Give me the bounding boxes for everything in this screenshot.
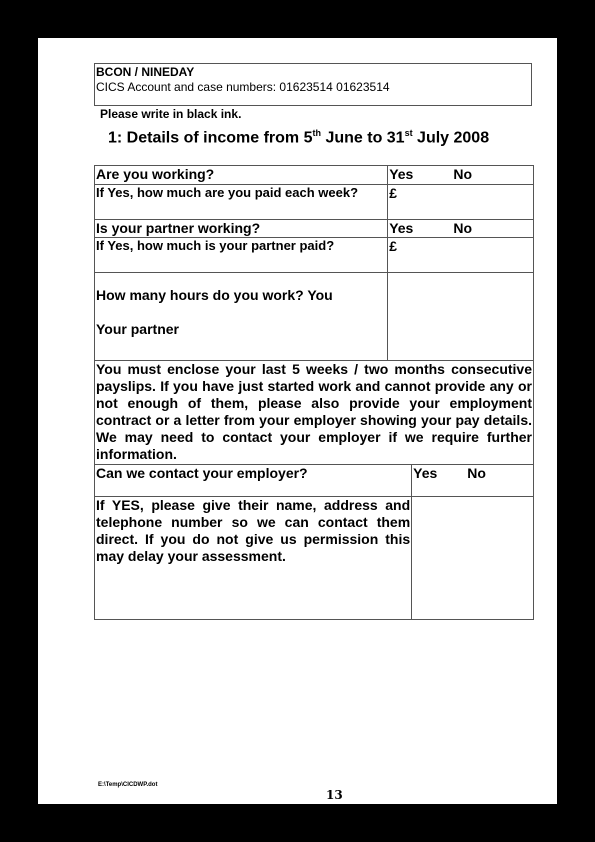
hours-you-label: How many hours do you work? You: [96, 287, 333, 303]
table-row: [95, 166, 534, 185]
pound-sign: £: [389, 238, 397, 254]
account-numbers: CICS Account and case numbers: 01623514 01623514: [96, 80, 390, 94]
contact-answer-cell[interactable]: [412, 465, 534, 497]
document-page: [38, 38, 557, 804]
income-table: [94, 165, 534, 465]
hours-partner-label: Your partner: [96, 321, 179, 337]
yes-option[interactable]: Yes: [413, 465, 438, 481]
table-row: [95, 273, 534, 361]
yes-option[interactable]: Yes: [389, 166, 414, 182]
employer-table: [94, 464, 534, 620]
working-question: Are you working?: [95, 166, 388, 185]
employer-details-instruction: If YES, please give their name, address and telephone number so we can contact them direct. If you do not give us permission this may delay your assessment.: [95, 497, 412, 620]
title-sup-2: st: [404, 128, 413, 138]
title-prefix: 1: Details of income from 5: [108, 129, 313, 147]
pay-question: If Yes, how much are you paid each week?: [95, 185, 388, 220]
table-row: [95, 220, 534, 238]
payslips-notice: You must enclose your last 5 weeks / two months consecutive payslips. If you have just started work and cannot provide any or not enough of them, please also provide your employment contract or a letter from your employer showing your pay details. We may need to contact your employer if we require further information.: [95, 361, 534, 465]
title-suffix: July 2008: [412, 129, 490, 147]
title-sup-1: th: [312, 128, 321, 138]
table-row: [95, 465, 534, 497]
employer-details-field[interactable]: [412, 497, 534, 620]
file-path: E:\Temp\CICDWP.dot: [98, 782, 158, 788]
ink-instruction: Please write in black ink.: [100, 107, 242, 121]
reference-code: BCON / NINEDAY: [96, 65, 195, 79]
partner-question: Is your partner working?: [95, 220, 388, 238]
section-title: [108, 128, 489, 147]
yes-option[interactable]: Yes: [389, 220, 414, 236]
no-option[interactable]: No: [467, 465, 486, 481]
partner-pay-field[interactable]: [388, 238, 534, 273]
table-row: [95, 238, 534, 273]
table-row: [95, 185, 534, 220]
contact-employer-question: Can we contact your employer?: [95, 465, 412, 497]
working-answer-cell[interactable]: [388, 166, 534, 185]
title-middle: June to 31: [321, 129, 405, 147]
pound-sign: £: [389, 185, 397, 201]
no-option[interactable]: No: [453, 166, 473, 182]
table-row: [95, 497, 534, 620]
table-row: [95, 361, 534, 465]
hours-answer-field[interactable]: [388, 273, 534, 361]
page-number: 13: [326, 788, 343, 802]
reference-box: [94, 63, 532, 106]
partner-pay-question: If Yes, how much is your partner paid?: [95, 238, 388, 273]
hours-question: [95, 273, 388, 361]
pay-answer-field[interactable]: [388, 185, 534, 220]
partner-answer-cell[interactable]: [388, 220, 534, 238]
no-option[interactable]: No: [453, 220, 473, 236]
